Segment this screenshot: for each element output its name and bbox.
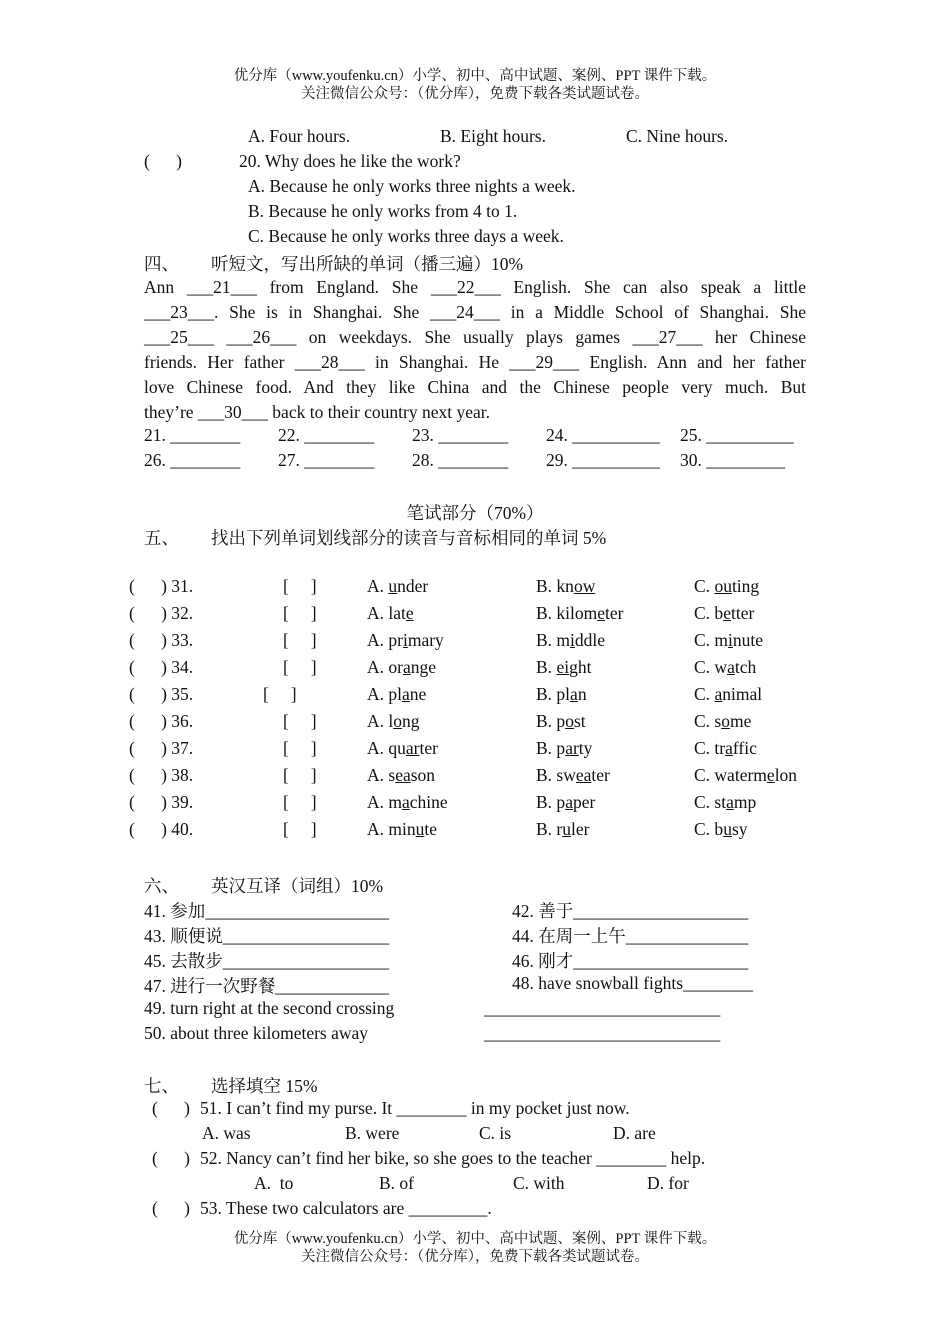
q37-option-b: [536, 738, 592, 759]
q38-option-b: [536, 765, 610, 786]
q19-option-c: C. Nine hours.: [626, 126, 729, 146]
word-part: B. p: [536, 711, 566, 731]
q31-phonetic-bracket: [ ]: [283, 576, 317, 596]
word-part: A. m: [367, 792, 402, 812]
section5-number: 五、: [144, 528, 179, 548]
word-part: B. kilom: [536, 603, 598, 623]
q35-option-c: [694, 684, 762, 705]
q32-option-c: [694, 603, 754, 624]
underlined-letters: a: [402, 792, 410, 812]
word-part: ne: [409, 684, 427, 704]
q39-paren: ( ) 39.: [129, 792, 194, 812]
page-footer-line1: 优分库（www.youfenku.cn）小学、初中、高中试题、案例、PPT 课件下载。: [233, 1231, 717, 1247]
word-part: son: [410, 765, 436, 785]
q31-option-b: [536, 576, 595, 597]
word-part: A. or: [367, 657, 403, 677]
section6-title: 英汉互译（词组）10%: [211, 876, 384, 896]
section5-title: 找出下列单词划线部分的读音与音标相同的单词 5%: [211, 528, 607, 548]
word-part: C. st: [694, 792, 727, 812]
word-part: C. tr: [694, 738, 726, 758]
q48: 48. have snowball fights________: [512, 973, 754, 993]
q33-phonetic-bracket: [ ]: [283, 630, 317, 650]
q51-option-b: B. were: [345, 1123, 400, 1143]
word-part: tter: [730, 603, 755, 623]
q52-option-b: B. of: [379, 1173, 414, 1193]
q36-paren: ( ) 36.: [129, 711, 194, 731]
q50-answer-line: ___________________________: [484, 1023, 721, 1043]
underlined-letters: a: [570, 684, 578, 704]
section7-title: 选择填空 15%: [211, 1076, 318, 1096]
q40-option-a: [367, 819, 437, 840]
q37-option-c: [694, 738, 757, 759]
word-part: sy: [731, 819, 748, 839]
underlined-letters: i: [402, 630, 408, 650]
underlined-letters: ea: [575, 765, 592, 785]
word-part: nimal: [722, 684, 763, 704]
q52-option-d: D. for: [647, 1173, 689, 1193]
q53-paren: ( ): [152, 1198, 190, 1218]
word-part: B. m: [536, 630, 571, 650]
q38-option-c: [694, 765, 797, 786]
underlined-letters: ou: [714, 576, 732, 596]
blank-26: 26. ________: [144, 450, 241, 470]
word-part: tch: [734, 657, 757, 677]
section4-title: 听短文，写出所缺的单词（播三遍）10%: [211, 254, 524, 274]
word-part: A. lat: [367, 603, 406, 623]
q51-option-a: A. was: [202, 1123, 251, 1143]
underlined-letters: a: [402, 657, 411, 677]
q36-option-b: [536, 711, 586, 732]
q32-paren: ( ) 32.: [129, 603, 194, 623]
word-part: nge: [410, 657, 437, 677]
q33-option-b: [536, 630, 605, 651]
q49: 49. turn right at the second crossing: [144, 998, 395, 1018]
word-part: n: [577, 684, 587, 704]
q33-paren: ( ) 33.: [129, 630, 194, 650]
word-part: A. s: [367, 765, 396, 785]
q34-paren: ( ) 34.: [129, 657, 194, 677]
blank-24: 24. __________: [546, 425, 660, 445]
q39-option-c: [694, 792, 756, 813]
q40-phonetic-bracket: [ ]: [283, 819, 317, 839]
word-part: lon: [774, 765, 798, 785]
blank-23: 23. ________: [412, 425, 509, 445]
page-footer-line2: 关注微信公众号：（优分库），免费下载各类试题试卷。: [301, 1249, 649, 1265]
word-part: B. sw: [536, 765, 576, 785]
underlined-letters: u: [388, 576, 398, 596]
q38-option-a: [367, 765, 435, 786]
blank-27: 27. ________: [278, 450, 375, 470]
q39-phonetic-bracket: [ ]: [283, 792, 317, 812]
word-part: A. qu: [367, 738, 406, 758]
word-part: B. p: [536, 792, 566, 812]
word-part: C. b: [694, 819, 724, 839]
word-part: mary: [407, 630, 444, 650]
q32-phonetic-bracket: [ ]: [283, 603, 317, 623]
q46: 46. 刚才____________________: [512, 951, 749, 971]
q40-option-b: [536, 819, 589, 840]
passage-line: ___25___ ___26___ on weekdays. She usually plays games ___27___ her Chinese: [144, 327, 806, 347]
underlined-letters: a: [726, 792, 734, 812]
q36-phonetic-bracket: [ ]: [283, 711, 317, 731]
blank-29: 29. __________: [546, 450, 660, 470]
q43: 43. 顺便说___________________: [144, 926, 389, 946]
passage-line: friends. Her father ___28___ in Shanghai. He ___29___ English. Ann and her father: [144, 352, 806, 372]
underlined-letters: a: [565, 792, 573, 812]
word-part: nute: [732, 630, 764, 650]
q37-option-a: [367, 738, 438, 759]
q40-paren: ( ) 40.: [129, 819, 194, 839]
section4-passage: [144, 275, 806, 425]
q51-paren: ( ): [152, 1098, 190, 1118]
blank-28: 28. ________: [412, 450, 509, 470]
q20-option-a: A. Because he only works three nights a week.: [248, 176, 576, 196]
underlined-letters: a: [727, 657, 735, 677]
word-part: A. min: [367, 819, 416, 839]
word-part: B.: [536, 657, 557, 677]
word-part: te: [424, 819, 438, 839]
q37-paren: ( ) 37.: [129, 738, 194, 758]
q36-option-a: [367, 711, 420, 732]
underlined-letters: ei: [556, 657, 570, 677]
q52-stem: 52. Nancy can’t find her bike, so she goes to the teacher ________ help.: [200, 1148, 706, 1168]
word-part: C.: [694, 684, 715, 704]
q44: 44. 在周一上午______________: [512, 926, 749, 946]
q38-paren: ( ) 38.: [129, 765, 194, 785]
word-part: ty: [578, 738, 593, 758]
word-part: C. s: [694, 711, 722, 731]
blank-21: 21. ________: [144, 425, 241, 445]
word-part: B. pl: [536, 684, 571, 704]
q51-option-c: C. is: [479, 1123, 512, 1143]
passage-line: love Chinese food. And they like China and the Chinese people very much. But: [144, 377, 806, 397]
q38-phonetic-bracket: [ ]: [283, 765, 317, 785]
page-header-line2: 关注微信公众号：（优分库），免费下载各类试题试卷。: [301, 86, 649, 102]
section4-number: 四、: [144, 254, 179, 274]
q45: 45. 去散步___________________: [144, 951, 389, 971]
q42: 42. 善于____________________: [512, 901, 749, 921]
q20-option-b: B. Because he only works from 4 to 1.: [248, 201, 518, 221]
word-part: B. kn: [536, 576, 574, 596]
q51-option-d: D. are: [613, 1123, 656, 1143]
passage-line: Ann ___21___ from England. She ___22___ English. She can also speak a little: [144, 277, 806, 297]
underlined-letters: e: [723, 603, 731, 623]
section7-number: 七、: [144, 1076, 179, 1096]
underlined-letters: o: [393, 711, 402, 731]
word-part: ter: [605, 603, 624, 623]
written-part-title: 笔试部分（70%）: [406, 503, 544, 523]
word-part: ting: [731, 576, 760, 596]
underlined-letters: u: [562, 819, 571, 839]
q35-paren: ( ) 35.: [129, 684, 194, 704]
q35-option-a: [367, 684, 426, 705]
passage-line: ___23___. She is in Shanghai. She ___24___ in a Middle School of Shanghai. She: [144, 302, 806, 322]
word-part: C. b: [694, 603, 724, 623]
q32-option-a: [367, 603, 414, 624]
word-part: ffic: [732, 738, 757, 758]
word-part: nder: [397, 576, 429, 596]
q33-option-a: [367, 630, 444, 651]
q19-option-a: A. Four hours.: [248, 126, 351, 146]
q53-stem: 53. These two calculators are _________.: [200, 1198, 492, 1218]
word-part: ght: [569, 657, 592, 677]
blank-25: 25. __________: [680, 425, 794, 445]
underlined-letters: e: [766, 765, 775, 785]
underlined-letters: o: [721, 711, 730, 731]
underlined-letters: ar: [565, 738, 579, 758]
q40-option-c: [694, 819, 748, 840]
word-part: A. pr: [367, 630, 403, 650]
q52-option-c: C. with: [513, 1173, 565, 1193]
underlined-letters: e: [597, 603, 606, 623]
q19-option-b: B. Eight hours.: [440, 126, 546, 146]
q39-option-b: [536, 792, 595, 813]
underlined-letters: e: [405, 603, 414, 623]
q34-phonetic-bracket: [ ]: [283, 657, 317, 677]
q49-answer-line: ___________________________: [484, 998, 721, 1018]
word-part: mp: [733, 792, 757, 812]
blank-22: 22. ________: [278, 425, 375, 445]
q51-stem: 51. I can’t find my purse. It ________ in my pocket just now.: [200, 1098, 630, 1118]
word-part: C.: [694, 576, 715, 596]
q37-phonetic-bracket: [ ]: [283, 738, 317, 758]
q33-option-c: [694, 630, 763, 651]
underlined-letters: o: [565, 711, 574, 731]
underlined-letters: u: [723, 819, 732, 839]
word-part: per: [572, 792, 596, 812]
q31-option-a: [367, 576, 428, 597]
underlined-letters: a: [725, 738, 733, 758]
q20-stem: 20. Why does he like the work?: [239, 151, 461, 171]
q32-option-b: [536, 603, 624, 624]
q52-option-a: A. to: [254, 1173, 294, 1193]
word-part: A.: [367, 576, 389, 596]
q34-option-a: [367, 657, 436, 678]
word-part: C. w: [694, 657, 728, 677]
q31-paren: ( ) 31.: [129, 576, 194, 596]
word-part: A. l: [367, 711, 394, 731]
word-part: ler: [571, 819, 590, 839]
q39-option-a: [367, 792, 448, 813]
section6-number: 六、: [144, 876, 179, 896]
word-part: ter: [419, 738, 438, 758]
page-header-line1: 优分库（www.youfenku.cn）小学、初中、高中试题、案例、PPT 课件下载。: [233, 68, 717, 84]
underlined-letters: i: [728, 630, 733, 650]
underlined-letters: a: [714, 684, 723, 704]
q47: 47. 进行一次野餐_____________: [144, 976, 389, 996]
q20-option-c: C. Because he only works three days a week.: [248, 226, 564, 246]
q41: 41. 参加_____________________: [144, 901, 389, 921]
q34-option-b: [536, 657, 591, 678]
word-part: B. p: [536, 738, 566, 758]
word-part: ng: [402, 711, 420, 731]
word-part: C. waterm: [694, 765, 767, 785]
word-part: A. pl: [367, 684, 402, 704]
underlined-letters: ar: [405, 738, 420, 758]
blank-30: 30. _________: [680, 450, 785, 470]
word-part: st: [573, 711, 586, 731]
underlined-letters: ea: [395, 765, 411, 785]
q34-option-c: [694, 657, 756, 678]
underlined-letters: ow: [573, 576, 596, 596]
word-part: ter: [591, 765, 610, 785]
word-part: B. r: [536, 819, 563, 839]
underlined-letters: u: [415, 819, 425, 839]
word-part: ddle: [574, 630, 606, 650]
q35-phonetic-bracket: [ ]: [263, 684, 297, 704]
q50: 50. about three kilometers away: [144, 1023, 369, 1043]
word-part: chine: [409, 792, 448, 812]
q31-option-c: [694, 576, 759, 597]
q20-paren: ( ): [144, 151, 182, 171]
word-part: C. m: [694, 630, 729, 650]
underlined-letters: a: [402, 684, 410, 704]
passage-line: they’re ___30___ back to their country next year.: [144, 402, 491, 422]
q35-option-b: [536, 684, 587, 705]
q36-option-c: [694, 711, 751, 732]
underlined-letters: i: [570, 630, 575, 650]
q52-paren: ( ): [152, 1148, 190, 1168]
word-part: me: [729, 711, 752, 731]
